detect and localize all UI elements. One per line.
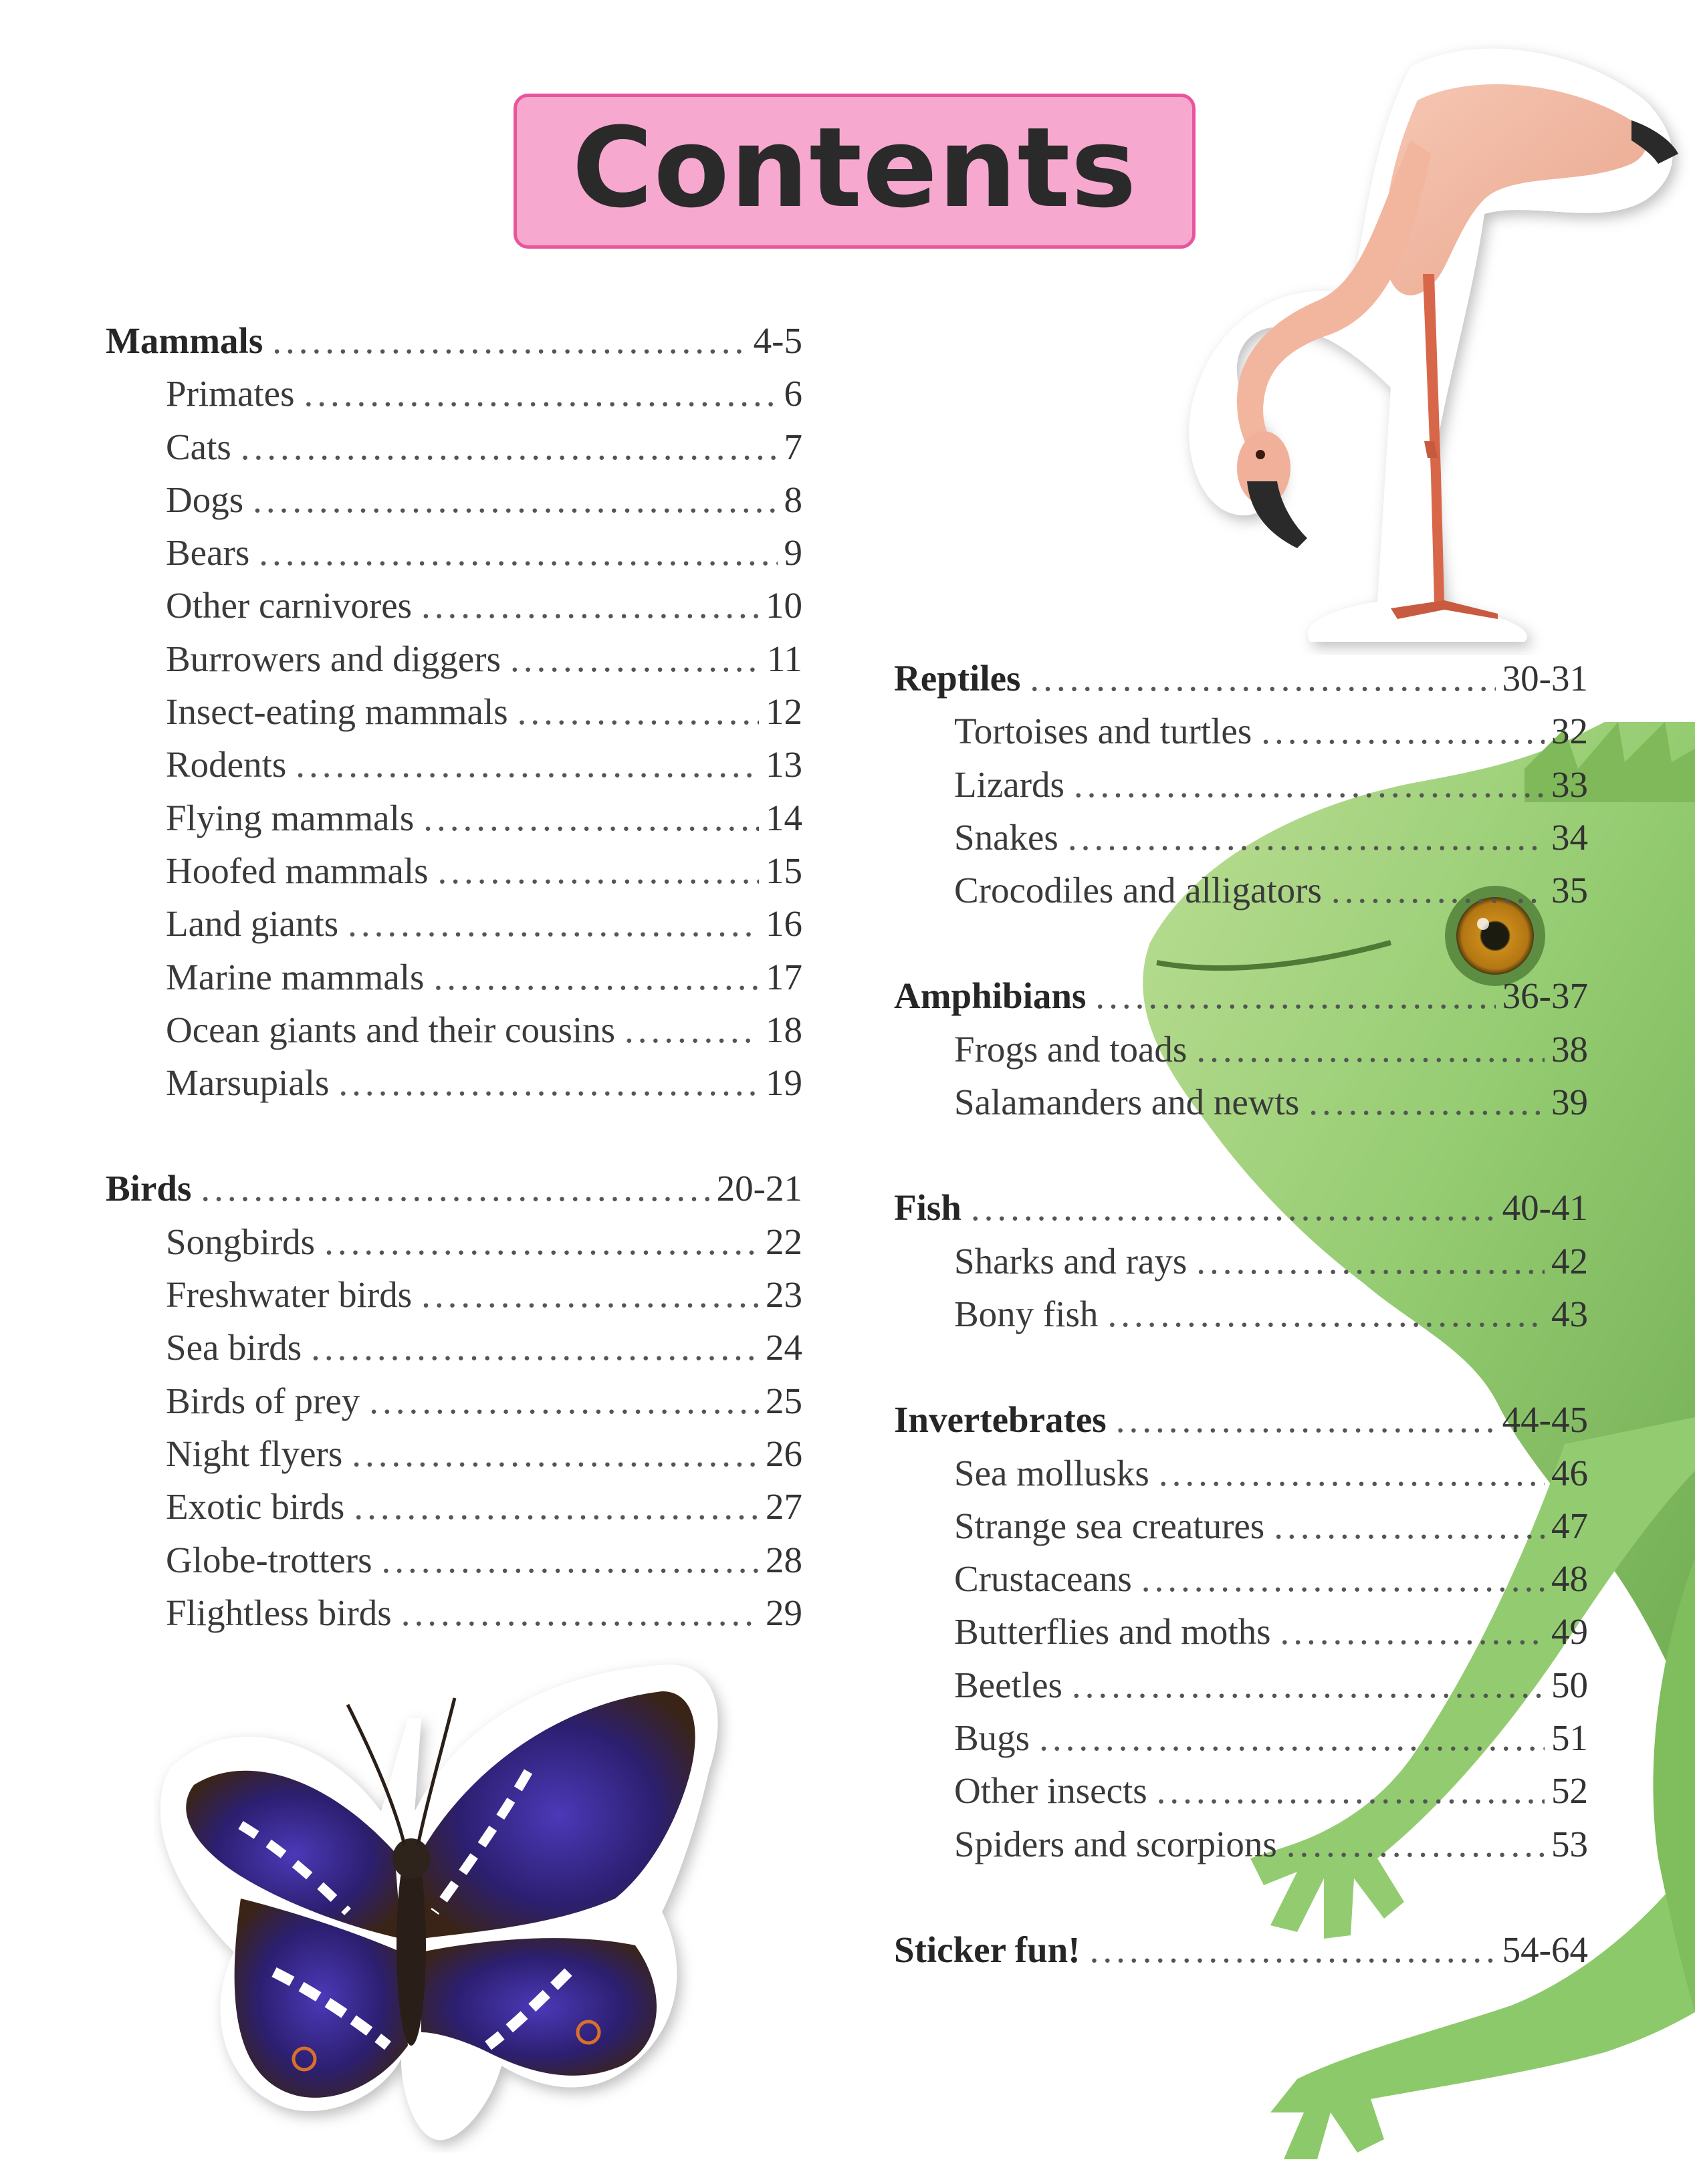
toc-entry-label: Songbirds [166,1221,316,1262]
leader-dots [354,1480,759,1533]
toc-page-number: 19 [766,1062,802,1104]
toc-page-number: 46 [1551,1452,1588,1493]
toc-entry[interactable] [106,1321,802,1374]
leader-dots [1309,1076,1545,1128]
toc-page-number: 35 [1551,870,1588,911]
leader-dots [438,844,759,897]
toc-page-number: 39 [1551,1082,1588,1123]
toc-page-number: 10 [766,585,802,626]
leader-dots [1280,1605,1545,1658]
toc-heading[interactable] [894,652,1588,705]
toc-page-number: 33 [1551,763,1588,805]
leader-dots [259,526,777,579]
section-spacer [894,917,1588,969]
toc-entry[interactable] [894,1076,1588,1128]
page-title: Contents [572,103,1137,232]
toc-entry-label: Rodents [166,744,287,785]
toc-entry[interactable] [894,1605,1588,1658]
toc-entry-label: Lizards [954,763,1064,805]
toc-heading-label: Sticker fun! [894,1929,1081,1970]
toc-page-number: 48 [1551,1558,1588,1600]
leader-dots [201,1162,709,1215]
leader-dots [352,1427,759,1480]
leader-dots [382,1534,759,1586]
leader-dots [311,1321,759,1374]
leader-dots [241,420,778,473]
toc-entry-label: Land giants [166,903,339,945]
toc-page-number: 51 [1551,1717,1588,1759]
toc-page-number: 22 [766,1221,802,1262]
toc-entry[interactable] [106,897,802,950]
toc-heading-label: Invertebrates [894,1399,1107,1441]
leader-dots [1196,1235,1545,1288]
leader-dots [433,951,759,1003]
toc-entry-label: Flightless birds [166,1592,392,1633]
leader-dots [1030,652,1495,705]
toc-entry-label: Strange sea creatures [954,1505,1265,1546]
toc-heading-label: Birds [106,1168,192,1209]
toc-entry[interactable] [106,685,802,738]
toc-entry-label: Tortoises and turtles [954,711,1252,752]
toc-page-number: 6 [784,373,802,414]
toc-page-number: 26 [766,1433,802,1474]
toc-entry[interactable] [106,473,802,526]
toc-page-number: 44-45 [1502,1399,1588,1441]
toc-heading[interactable] [894,969,1588,1022]
toc-entry[interactable] [894,1288,1588,1340]
leader-dots [1286,1818,1545,1870]
leader-dots [1107,1288,1545,1340]
toc-page-number: 42 [1551,1240,1588,1282]
toc-entry-label: Sharks and rays [954,1240,1188,1282]
toc-page-number: 27 [766,1486,802,1528]
toc-entry[interactable] [894,758,1588,811]
toc-entry-label: Bears [166,532,250,574]
toc-entry[interactable] [894,1659,1588,1711]
toc-page-number: 14 [766,797,802,838]
toc-page-number: 36-37 [1502,975,1588,1017]
section-spacer [894,1870,1588,1923]
toc-entry[interactable] [894,705,1588,757]
leader-dots [1331,864,1545,917]
toc-page-number: 16 [766,903,802,945]
leader-dots [971,1181,1496,1234]
leader-dots [625,1003,759,1056]
toc-entry[interactable] [106,844,802,897]
toc-entry[interactable] [894,1499,1588,1552]
toc-entry[interactable] [106,1480,802,1533]
toc-entry[interactable] [106,951,802,1003]
toc-entry-label: Frogs and toads [954,1028,1188,1070]
toc-entry[interactable] [106,632,802,685]
toc-entry[interactable] [106,1427,802,1480]
toc-page-number: 24 [766,1327,802,1368]
toc-entry-label: Burrowers and diggers [166,638,501,679]
toc-entry[interactable] [106,579,802,632]
toc-page-number: 12 [766,691,802,733]
leader-dots [338,1056,759,1109]
section-spacer [106,1109,802,1162]
toc-entry-label: Bony fish [954,1293,1099,1334]
leader-dots [1196,1023,1545,1076]
leader-dots [1090,1923,1496,1976]
leader-dots [1261,705,1545,757]
toc-section-birds [106,1162,802,1639]
toc-entry-label: Butterflies and moths [954,1611,1271,1653]
toc-heading-label: Fish [894,1187,962,1229]
toc-page-number: 32 [1551,711,1588,752]
toc-page-number: 17 [766,956,802,997]
toc-section-mammals [106,314,802,1109]
leader-dots [1157,1764,1545,1817]
toc-page-number: 34 [1551,816,1588,858]
toc-page-number: 20-21 [716,1168,802,1209]
toc-entry-label: Marine mammals [166,956,425,997]
toc-entry-label: Cats [166,426,231,467]
toc-entry[interactable] [106,792,802,844]
toc-section-amphibians [894,969,1588,1128]
toc-section-reptiles [894,652,1588,917]
toc-entry[interactable] [106,367,802,420]
toc-entry[interactable] [106,1586,802,1639]
section-spacer [894,1340,1588,1393]
leader-dots [518,685,759,738]
toc-page-number: 43 [1551,1293,1588,1334]
leader-dots [253,473,777,526]
leader-dots [401,1586,759,1639]
leader-dots [1074,758,1545,811]
toc-heading[interactable] [894,1393,1588,1446]
toc-entry[interactable] [106,1534,802,1586]
toc-page-number: 50 [1551,1664,1588,1705]
toc-heading[interactable] [894,1923,1588,1976]
toc-entry-label: Salamanders and newts [954,1082,1300,1123]
toc-entry[interactable] [894,864,1588,917]
toc-entry[interactable] [894,1447,1588,1499]
toc-page-number: 53 [1551,1823,1588,1864]
leader-dots [369,1374,759,1427]
toc-entry-label: Crocodiles and alligators [954,870,1322,911]
toc-page-number: 38 [1551,1028,1588,1070]
toc-page-number: 47 [1551,1505,1588,1546]
toc-entry-label: Dogs [166,479,244,520]
toc-entry-label: Marsupials [166,1062,330,1104]
toc-entry[interactable] [106,738,802,791]
toc-entry-label: Snakes [954,816,1058,858]
leader-dots [510,632,760,685]
leader-dots [304,367,777,420]
toc-right-column [894,652,1588,1976]
toc-entry[interactable] [106,1374,802,1427]
toc-entry[interactable] [894,1764,1588,1817]
leader-dots [1116,1393,1496,1446]
toc-entry-label: Spiders and scorpions [954,1823,1277,1864]
toc-page-number: 25 [766,1380,802,1421]
toc-entry[interactable] [894,1023,1588,1076]
leader-dots [1274,1499,1545,1552]
toc-section-fish [894,1181,1588,1340]
leader-dots [1068,811,1545,864]
toc-entry-label: Freshwater birds [166,1274,413,1316]
leader-dots [421,1268,759,1321]
leader-dots [324,1215,759,1268]
leader-dots [423,792,759,844]
toc-page-number: 9 [784,532,802,574]
butterfly-photo [154,1658,742,2153]
toc-heading[interactable] [106,314,802,367]
toc-page-number: 18 [766,1009,802,1050]
toc-entry[interactable] [106,1268,802,1321]
leader-dots [1095,969,1495,1022]
toc-entry-label: Sea birds [166,1327,302,1368]
toc-page-number: 15 [766,850,802,891]
leader-dots [1159,1447,1545,1499]
leader-dots [296,738,759,791]
leader-dots [1039,1711,1545,1764]
toc-left-column [106,314,802,1639]
toc-entry-label: Sea mollusks [954,1452,1149,1493]
toc-page-number: 52 [1551,1770,1588,1812]
toc-entry-label: Crustaceans [954,1558,1132,1600]
toc-entry-label: Flying mammals [166,797,415,838]
toc-page-number: 8 [784,479,802,520]
toc-entry[interactable] [894,1711,1588,1764]
leader-dots [421,579,759,632]
toc-page-number: 23 [766,1274,802,1316]
toc-entry[interactable] [894,1552,1588,1605]
toc-section-sticker-fun [894,1923,1588,1976]
toc-heading[interactable] [106,1162,802,1215]
toc-entry[interactable] [106,1056,802,1109]
toc-page-number: 29 [766,1592,802,1633]
toc-entry-label: Primates [166,373,295,414]
toc-entry-label: Bugs [954,1717,1030,1759]
toc-entry-label: Ocean giants and their cousins [166,1009,616,1050]
title-banner [514,94,1196,249]
toc-page-number: 40-41 [1502,1187,1588,1229]
toc-section-invertebrates [894,1393,1588,1870]
toc-entry-label: Hoofed mammals [166,850,429,891]
toc-heading-label: Reptiles [894,658,1021,699]
toc-entry[interactable] [106,1003,802,1056]
toc-page-number: 54-64 [1502,1929,1588,1970]
toc-page-number: 30-31 [1502,658,1588,699]
toc-page-number: 4-5 [753,320,802,361]
toc-entry[interactable] [106,526,802,579]
toc-page-number: 28 [766,1539,802,1580]
toc-entry-label: Night flyers [166,1433,343,1474]
toc-entry-label: Globe-trotters [166,1539,372,1580]
toc-entry-label: Insect-eating mammals [166,691,508,733]
leader-dots [348,897,759,950]
toc-page-number: 49 [1551,1611,1588,1653]
toc-page-number: 11 [767,638,802,679]
toc-heading[interactable] [894,1181,1588,1234]
toc-page-number: 7 [784,426,802,467]
toc-entry-label: Beetles [954,1664,1062,1705]
leader-dots [1072,1659,1545,1711]
toc-entry[interactable] [894,811,1588,864]
toc-entry[interactable] [106,1215,802,1268]
toc-entry[interactable] [106,420,802,473]
toc-heading-label: Mammals [106,320,263,361]
toc-page-number: 13 [766,744,802,785]
toc-entry-label: Exotic birds [166,1486,345,1528]
toc-entry[interactable] [894,1818,1588,1870]
toc-entry-label: Other carnivores [166,585,413,626]
leader-dots [272,314,746,367]
toc-heading-label: Amphibians [894,975,1087,1017]
toc-entry[interactable] [894,1235,1588,1288]
toc-entry-label: Other insects [954,1770,1147,1812]
leader-dots [1141,1552,1545,1605]
section-spacer [894,1128,1588,1181]
toc-entry-label: Birds of prey [166,1380,360,1421]
